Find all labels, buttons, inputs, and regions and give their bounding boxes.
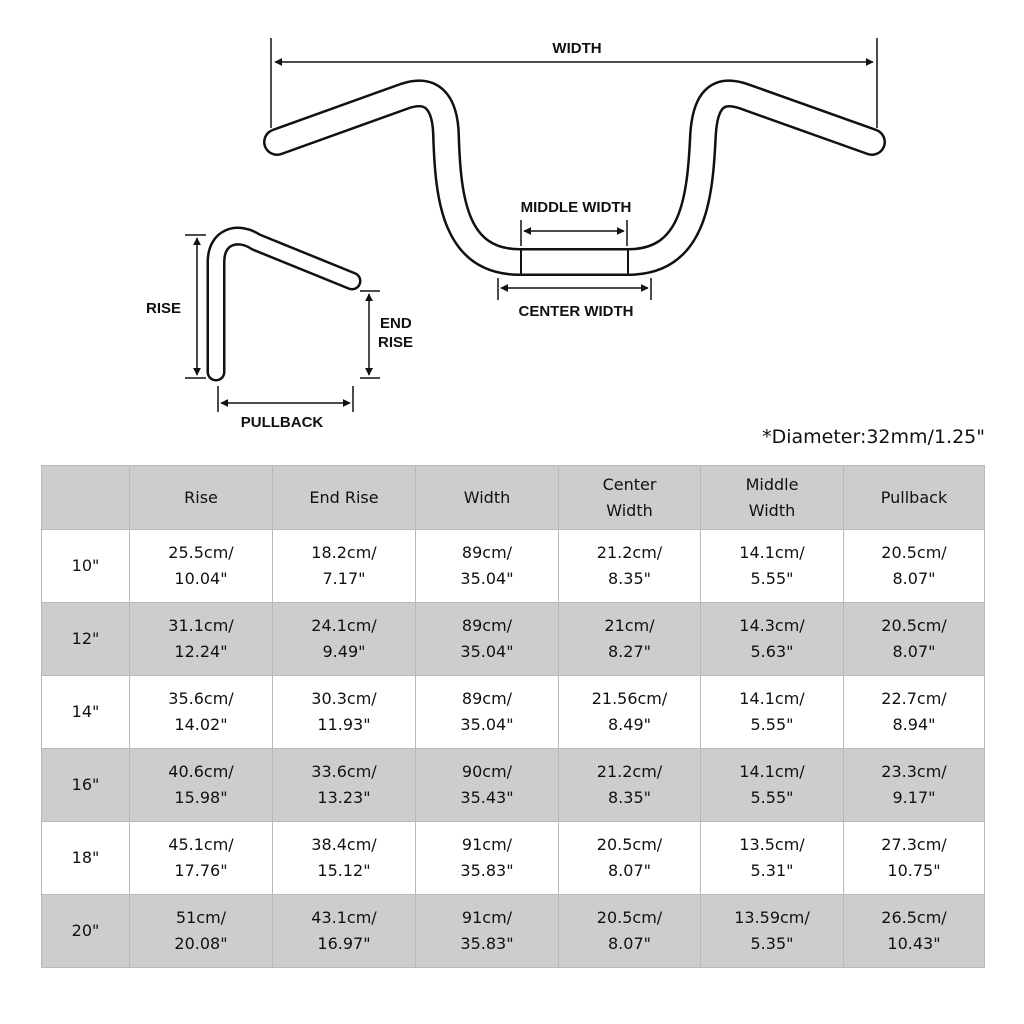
table-cell: 40.6cm/ 15.98" <box>130 749 273 822</box>
header-cell-rise: Rise <box>130 466 273 530</box>
pullback-label: PULLBACK <box>240 414 324 431</box>
table-cell: 21.56cm/ 8.49" <box>559 676 701 749</box>
table-cell: 24.1cm/ 9.49" <box>273 603 416 676</box>
table-cell: 26.5cm/ 10.43" <box>844 895 985 968</box>
end-rise-label-line2: RISE <box>378 334 414 351</box>
table-cell: 13.5cm/ 5.31" <box>701 822 844 895</box>
table-header-row <box>42 466 985 530</box>
table-row <box>42 530 985 603</box>
handlebar-diagram <box>0 0 1024 460</box>
table-row <box>42 603 985 676</box>
table-cell: 14.1cm/ 5.55" <box>701 749 844 822</box>
table-cell: 14" <box>42 676 130 749</box>
table-cell: 21.2cm/ 8.35" <box>559 530 701 603</box>
table-cell: 31.1cm/ 12.24" <box>130 603 273 676</box>
table-cell: 21.2cm/ 8.35" <box>559 749 701 822</box>
table-row <box>42 676 985 749</box>
header-cell-pullback: Pullback <box>844 466 985 530</box>
table-cell: 27.3cm/ 10.75" <box>844 822 985 895</box>
pullback-dimension <box>218 386 353 412</box>
middle-width-label: MIDDLE WIDTH <box>520 199 632 216</box>
header-cell-middle-width: Middle Width <box>701 466 844 530</box>
table-cell: 51cm/ 20.08" <box>130 895 273 968</box>
end-rise-label-line1: END <box>380 315 412 332</box>
header-cell-size <box>42 466 130 530</box>
table-cell: 16" <box>42 749 130 822</box>
center-width-label: CENTER WIDTH <box>518 303 634 320</box>
table-cell: 20" <box>42 895 130 968</box>
table-cell: 23.3cm/ 9.17" <box>844 749 985 822</box>
table-cell: 89cm/ 35.04" <box>416 676 559 749</box>
table-cell: 20.5cm/ 8.07" <box>844 603 985 676</box>
table-cell: 20.5cm/ 8.07" <box>844 530 985 603</box>
side-view-handlebar <box>216 236 352 372</box>
table-cell: 90cm/ 35.43" <box>416 749 559 822</box>
table-cell: 14.3cm/ 5.63" <box>701 603 844 676</box>
end-rise-dimension <box>360 291 380 378</box>
diameter-note: *Diameter:32mm/1.25" <box>762 426 985 448</box>
table-cell: 20.5cm/ 8.07" <box>559 822 701 895</box>
spec-table <box>41 465 985 968</box>
rise-label: RISE <box>146 300 182 317</box>
table-cell: 12" <box>42 603 130 676</box>
table-cell: 91cm/ 35.83" <box>416 822 559 895</box>
table-cell: 43.1cm/ 16.97" <box>273 895 416 968</box>
table-cell: 14.1cm/ 5.55" <box>701 530 844 603</box>
table-cell: 10" <box>42 530 130 603</box>
table-cell: 20.5cm/ 8.07" <box>559 895 701 968</box>
table-cell: 18.2cm/ 7.17" <box>273 530 416 603</box>
table-cell: 13.59cm/ 5.35" <box>701 895 844 968</box>
table-cell: 30.3cm/ 11.93" <box>273 676 416 749</box>
middle-width-dimension <box>521 220 627 246</box>
table-cell: 89cm/ 35.04" <box>416 530 559 603</box>
rise-dimension <box>185 235 206 378</box>
table-row <box>42 895 985 968</box>
table-cell: 45.1cm/ 17.76" <box>130 822 273 895</box>
header-cell-center-width: Center Width <box>559 466 701 530</box>
table-cell: 14.1cm/ 5.55" <box>701 676 844 749</box>
center-width-dimension <box>498 278 651 300</box>
table-row <box>42 749 985 822</box>
table-cell: 91cm/ 35.83" <box>416 895 559 968</box>
table-cell: 33.6cm/ 13.23" <box>273 749 416 822</box>
table-cell: 38.4cm/ 15.12" <box>273 822 416 895</box>
header-cell-width: Width <box>416 466 559 530</box>
table-row <box>42 822 985 895</box>
front-view-handlebar <box>277 93 872 273</box>
table-cell: 89cm/ 35.04" <box>416 603 559 676</box>
table-cell: 25.5cm/ 10.04" <box>130 530 273 603</box>
width-label: WIDTH <box>552 40 602 57</box>
table-cell: 18" <box>42 822 130 895</box>
table-cell: 22.7cm/ 8.94" <box>844 676 985 749</box>
table-cell: 35.6cm/ 14.02" <box>130 676 273 749</box>
header-cell-end-rise: End Rise <box>273 466 416 530</box>
table-cell: 21cm/ 8.27" <box>559 603 701 676</box>
